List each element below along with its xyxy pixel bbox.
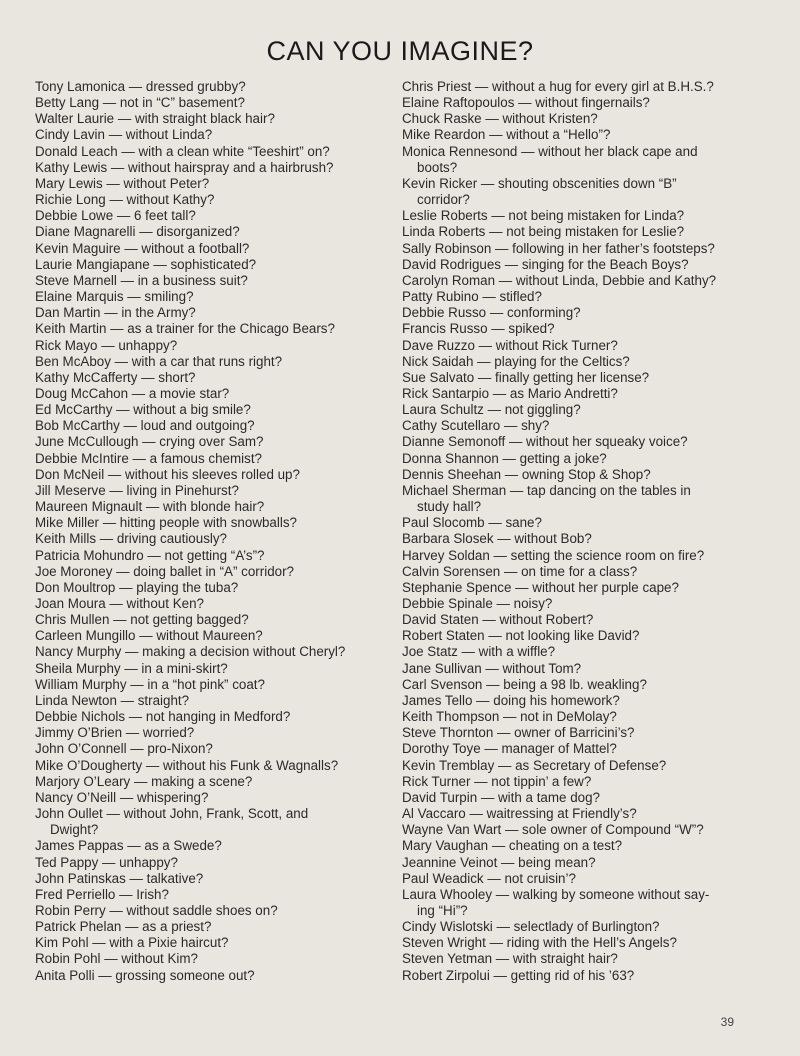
- list-item: [35, 402, 370, 418]
- list-item: [35, 111, 370, 127]
- entry-text: Joe Moroney — doing ballet in “A” corridor?: [35, 563, 295, 579]
- entry-text: Rick Santarpio — as Mario Andretti?: [402, 385, 618, 401]
- entry-text: John Oullet — without John, Frank, Scott, and: [35, 806, 309, 822]
- list-item: [402, 612, 734, 628]
- entry-continuation: Dwight?: [50, 822, 99, 838]
- entry-text: Dennis Sheehan — owning Stop & Shop?: [402, 466, 651, 482]
- list-item: [402, 951, 734, 967]
- list-item: [402, 515, 734, 531]
- entry-text: Sally Robinson — following in her father’s footsteps?: [402, 240, 715, 256]
- list-item: [402, 531, 734, 547]
- list-item: [35, 451, 370, 467]
- entry-text: Cindy Wislotski — selectlady of Burlington?: [402, 919, 660, 935]
- entry-text: Keith Thompson — not in DeMolay?: [402, 709, 617, 725]
- entry-text: Ted Pappy — unhappy?: [35, 854, 178, 870]
- entry-text: David Rodrigues — singing for the Beach Boys?: [402, 256, 689, 272]
- entry-text: Steven Wright — riding with the Hell’s Angels?: [402, 935, 677, 951]
- entry-text: Jill Meserve — living in Pinehurst?: [35, 482, 239, 498]
- entry-text: Donna Shannon — getting a joke?: [402, 450, 607, 466]
- list-item: [35, 467, 370, 483]
- entry-text: Robin Perry — without saddle shoes on?: [35, 902, 278, 918]
- entry-text: Debbie McIntire — a famous chemist?: [35, 450, 262, 466]
- entry-text: James Pappas — as a Swede?: [35, 838, 222, 854]
- entry-text: Nancy Murphy — making a decision without Cheryl?: [35, 644, 346, 660]
- list-item: [35, 273, 370, 289]
- entry-text: Maureen Mignault — with blonde hair?: [35, 499, 265, 515]
- list-item: [35, 289, 370, 305]
- entry-text: Kevin Tremblay — as Secretary of Defense?: [402, 757, 667, 773]
- entry-text: Paul Weadick — not cruisin’?: [402, 870, 576, 886]
- entry-text: James Tello — doing his homework?: [402, 692, 620, 708]
- entry-text: Doug McCahon — a movie star?: [35, 385, 230, 401]
- entry-text: Keith Mills — driving cautiously?: [35, 531, 228, 547]
- page-number: 39: [720, 1015, 734, 1029]
- entry-text: Debbie Nichols — not hanging in Medford?: [35, 709, 291, 725]
- entry-text: John Patinskas — talkative?: [35, 870, 204, 886]
- list-item: [402, 822, 734, 838]
- entry-text: Ben McAboy — with a car that runs right?: [35, 353, 283, 369]
- entry-text: Cathy Scutellaro — shy?: [402, 418, 550, 434]
- list-item: [402, 418, 734, 434]
- list-item: [35, 386, 370, 402]
- list-item: [402, 677, 734, 693]
- list-item: [402, 402, 734, 418]
- list-item: [402, 758, 734, 774]
- list-item: [402, 919, 734, 935]
- entry-text: Ed McCarthy — without a big smile?: [35, 402, 251, 418]
- entry-text: Jeannine Veinot — being mean?: [402, 854, 596, 870]
- list-item: [35, 127, 370, 143]
- list-item: [35, 774, 370, 790]
- entry-text: Mary Vaughan — cheating on a test?: [402, 838, 623, 854]
- page-title: CAN YOU IMAGINE?: [266, 36, 534, 66]
- list-item: [402, 321, 734, 337]
- list-item: [35, 596, 370, 612]
- list-item: [35, 176, 370, 192]
- entry-text: Steve Thornton — owner of Barricini’s?: [402, 725, 635, 741]
- list-item: [402, 224, 734, 240]
- entry-text: Carolyn Roman — without Linda, Debbie and Kathy?: [402, 272, 717, 288]
- list-item: [35, 741, 370, 757]
- entry-text: Mike Reardon — without a “Hello”?: [402, 127, 611, 143]
- entry-text: Stephanie Spence — without her purple cape?: [402, 579, 679, 595]
- list-item: [402, 596, 734, 612]
- list-item: [35, 580, 370, 596]
- list-item: [35, 838, 370, 854]
- list-item: [402, 386, 734, 402]
- entry-text: Elaine Raftopoulos — without fingernails?: [402, 95, 650, 111]
- list-item: [402, 644, 734, 660]
- list-item: [35, 644, 370, 660]
- list-item: [402, 693, 734, 709]
- entry-continuation: corridor?: [417, 192, 470, 208]
- entry-text: Bob McCarthy — loud and outgoing?: [35, 418, 255, 434]
- list-item: [35, 903, 370, 919]
- list-item: [35, 241, 370, 257]
- left-column: [35, 79, 370, 984]
- list-item: [402, 548, 734, 564]
- entry-text: June McCullough — crying over Sam?: [35, 434, 264, 450]
- entry-text: Harvey Soldan — setting the science room on fire?: [402, 547, 705, 563]
- entry-text: Cindy Lavin — without Linda?: [35, 127, 213, 143]
- list-item: [35, 483, 370, 499]
- entry-text: Sheila Murphy — in a mini-skirt?: [35, 660, 228, 676]
- entry-text: Jimmy O’Brien — worried?: [35, 725, 195, 741]
- entry-text: Leslie Roberts — not being mistaken for Linda?: [402, 208, 685, 224]
- list-item: [402, 95, 734, 111]
- entry-text: Donald Leach — with a clean white “Teeshirt” on?: [35, 143, 330, 159]
- list-item: [402, 887, 734, 919]
- entry-text: Rick Mayo — unhappy?: [35, 337, 178, 353]
- entry-text: Mike O’Dougherty — without his Funk & Wagnalls?: [35, 757, 339, 773]
- entry-text: Chris Mullen — not getting bagged?: [35, 612, 249, 628]
- entry-text: David Staten — without Robert?: [402, 612, 594, 628]
- entry-text: Dorothy Toye — manager of Mattel?: [402, 741, 617, 757]
- entry-text: Keith Martin — as a trainer for the Chicago Bears?: [35, 321, 335, 337]
- list-item: [35, 515, 370, 531]
- entry-text: Laura Whooley — walking by someone without say-: [402, 886, 710, 902]
- entry-text: Marjory O’Leary — making a scene?: [35, 773, 253, 789]
- entry-text: David Turpin — with a tame dog?: [402, 789, 600, 805]
- list-item: [402, 111, 734, 127]
- right-column: [402, 79, 734, 984]
- list-item: [402, 709, 734, 725]
- entry-text: Kathy Lewis — without hairspray and a hairbrush?: [35, 159, 334, 175]
- list-item: [402, 774, 734, 790]
- entry-text: Patrick Phelan — as a priest?: [35, 919, 212, 935]
- entry-text: Don McNeil — without his sleeves rolled up?: [35, 466, 300, 482]
- list-item: [35, 499, 370, 515]
- entry-text: Wayne Van Wart — sole owner of Compound “W”?: [402, 822, 704, 838]
- list-item: [402, 564, 734, 580]
- list-item: [402, 305, 734, 321]
- list-item: [35, 79, 370, 95]
- list-item: [402, 273, 734, 289]
- list-item: [402, 661, 734, 677]
- list-item: [402, 483, 734, 515]
- list-item: [35, 257, 370, 273]
- list-item: [35, 564, 370, 580]
- entry-text: Linda Roberts — not being mistaken for Leslie?: [402, 224, 685, 240]
- entry-text: Mary Lewis — without Peter?: [35, 175, 210, 191]
- entry-text: Sue Salvato — finally getting her license?: [402, 369, 650, 385]
- entry-continuation: boots?: [417, 159, 458, 175]
- list-item: [35, 919, 370, 935]
- entry-text: Fred Perriello — Irish?: [35, 886, 169, 902]
- list-item: [35, 758, 370, 774]
- list-item: [35, 887, 370, 903]
- list-item: [402, 580, 734, 596]
- entry-text: Patricia Mohundro — not getting “A’s”?: [35, 547, 265, 563]
- entry-text: Joe Statz — with a wiffle?: [402, 644, 556, 660]
- entry-text: Laurie Mangiapane — sophisticated?: [35, 256, 257, 272]
- list-item: [402, 806, 734, 822]
- entry-text: William Murphy — in a “hot pink” coat?: [35, 676, 265, 692]
- list-item: [35, 208, 370, 224]
- list-item: [35, 418, 370, 434]
- entry-text: Tony Lamonica — dressed grubby?: [35, 79, 246, 94]
- entry-text: Chuck Raske — without Kristen?: [402, 111, 598, 127]
- entry-text: Joan Moura — without Ken?: [35, 596, 204, 611]
- list-item: [35, 661, 370, 677]
- entry-text: Debbie Spinale — noisy?: [402, 596, 553, 611]
- list-item: [402, 79, 734, 95]
- list-item: [35, 951, 370, 967]
- list-item: [402, 257, 734, 273]
- entry-text: Richie Long — without Kathy?: [35, 192, 215, 208]
- entry-text: Jane Sullivan — without Tom?: [402, 660, 582, 676]
- list-item: [402, 127, 734, 143]
- list-item: [402, 838, 734, 854]
- list-item: [402, 467, 734, 483]
- list-item: [35, 677, 370, 693]
- list-item: [402, 935, 734, 951]
- list-item: [35, 628, 370, 644]
- list-item: [35, 338, 370, 354]
- list-item: [402, 241, 734, 257]
- entry-text: Nancy O’Neill — whispering?: [35, 789, 209, 805]
- entry-text: Walter Laurie — with straight black hair?: [35, 111, 275, 127]
- entry-text: Kevin Ricker — shouting obscenities down “B”: [402, 175, 677, 191]
- list-item: [35, 935, 370, 951]
- entry-text: Steve Marnell — in a business suit?: [35, 272, 248, 288]
- entry-text: Steven Yetman — with straight hair?: [402, 951, 618, 967]
- entry-text: Elaine Marquis — smiling?: [35, 289, 194, 305]
- entry-text: Al Vaccaro — waitressing at Friendly’s?: [402, 806, 637, 822]
- entry-text: Kim Pohl — with a Pixie haircut?: [35, 935, 229, 951]
- list-item: [402, 741, 734, 757]
- entry-continuation: ing “Hi”?: [417, 902, 468, 918]
- list-item: [35, 370, 370, 386]
- entry-text: Betty Lang — not in “C” basement?: [35, 95, 245, 111]
- list-item: [35, 144, 370, 160]
- entry-continuation: study hall?: [417, 499, 482, 515]
- entry-text: Robin Pohl — without Kim?: [35, 951, 198, 967]
- list-item: [35, 192, 370, 208]
- list-item: [402, 208, 734, 224]
- list-item: [35, 95, 370, 111]
- list-item: [35, 855, 370, 871]
- entry-text: Michael Sherman — tap dancing on the tables in: [402, 482, 691, 498]
- list-item: [402, 370, 734, 386]
- list-item: [35, 806, 370, 838]
- entry-text: Rick Turner — not tippin’ a few?: [402, 773, 592, 789]
- list-item: [35, 871, 370, 887]
- list-item: [35, 531, 370, 547]
- entry-text: Nick Saidah — playing for the Celtics?: [402, 353, 630, 369]
- entry-text: Mike Miller — hitting people with snowballs?: [35, 515, 297, 531]
- list-item: [35, 305, 370, 321]
- entry-text: Carleen Mungillo — without Maureen?: [35, 628, 263, 644]
- entry-text: Anita Polli — grossing someone out?: [35, 967, 255, 983]
- list-item: [35, 693, 370, 709]
- list-item: [35, 224, 370, 240]
- entry-text: Laura Schultz — not giggling?: [402, 402, 581, 418]
- list-item: [35, 548, 370, 564]
- entry-text: Debbie Russo — conforming?: [402, 305, 581, 321]
- entry-text: Kathy McCafferty — short?: [35, 369, 196, 385]
- entry-text: Chris Priest — without a hug for every girl at B.H.S.?: [402, 79, 714, 94]
- list-item: [402, 338, 734, 354]
- list-item: [402, 790, 734, 806]
- list-item: [402, 871, 734, 887]
- list-item: [35, 968, 370, 984]
- entry-text: Debbie Lowe — 6 feet tall?: [35, 208, 196, 224]
- entry-text: John O’Connell — pro-Nixon?: [35, 741, 213, 757]
- entry-text: Carl Svenson — being a 98 lb. weakling?: [402, 676, 647, 692]
- entry-text: Francis Russo — spiked?: [402, 321, 555, 337]
- list-item: [402, 354, 734, 370]
- list-item: [402, 968, 734, 984]
- list-item: [35, 434, 370, 450]
- list-item: [35, 725, 370, 741]
- list-item: [402, 434, 734, 450]
- entry-text: Kevin Maguire — without a football?: [35, 240, 250, 256]
- list-item: [402, 176, 734, 208]
- entry-text: Robert Zirpolui — getting rid of his ’63?: [402, 967, 635, 983]
- list-item: [35, 321, 370, 337]
- entry-text: Dave Ruzzo — without Rick Turner?: [402, 337, 618, 353]
- entry-text: Calvin Sorensen — on time for a class?: [402, 563, 638, 579]
- entry-text: Monica Rennesond — without her black cape and: [402, 143, 698, 159]
- entry-text: Barbara Slosek — without Bob?: [402, 531, 592, 547]
- entry-text: Don Moultrop — playing the tuba?: [35, 579, 239, 595]
- entry-text: Patty Rubino — stifled?: [402, 289, 542, 305]
- entry-text: Robert Staten — not looking like David?: [402, 628, 640, 644]
- entry-text: Diane Magnarelli — disorganized?: [35, 224, 240, 240]
- list-item: [402, 855, 734, 871]
- list-item: [35, 709, 370, 725]
- list-item: [35, 160, 370, 176]
- list-item: [35, 354, 370, 370]
- list-item: [402, 451, 734, 467]
- entry-text: Linda Newton — straight?: [35, 692, 190, 708]
- entry-text: Paul Slocomb — sane?: [402, 515, 542, 531]
- list-item: [402, 144, 734, 176]
- list-item: [402, 725, 734, 741]
- list-item: [35, 790, 370, 806]
- entry-text: Dianne Semonoff — without her squeaky voice?: [402, 434, 688, 450]
- list-item: [35, 612, 370, 628]
- list-item: [402, 289, 734, 305]
- entry-text: Dan Martin — in the Army?: [35, 305, 196, 321]
- list-item: [402, 628, 734, 644]
